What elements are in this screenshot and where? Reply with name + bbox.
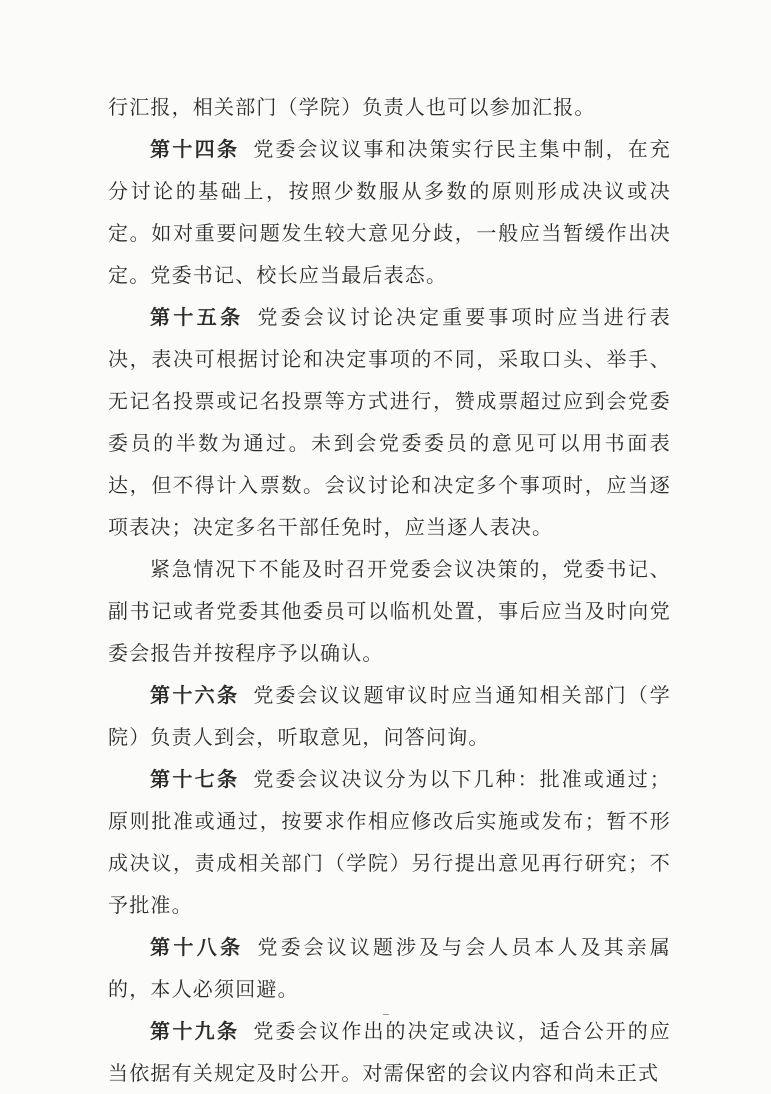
article-15 bbox=[108, 296, 671, 548]
paragraph-text: 党委会议议题审议时应当通知相关部门（学院）负责人到会，听取意见，问答问询。 bbox=[108, 683, 671, 749]
emergency-paragraph bbox=[108, 548, 671, 674]
article-17 bbox=[108, 758, 671, 926]
article-heading: 第十八条 bbox=[150, 935, 244, 959]
article-heading: 第十五条 bbox=[150, 305, 244, 329]
article-heading: 第十四条 bbox=[150, 137, 240, 161]
paragraph-text: 党委会议讨论决定重要事项时应当进行表决，表决可根据讨论和决定事项的不同，采取口头、举手、无记名投票或记名投票等方式进行，赞成票超过应到会党委委员的半数为通过。未到会党委委员的意见可以用书面表达，但不得计入票数。会议讨论和决定多个事项时，应当逐项表决；决定多名干部任免时，应当逐人表决。 bbox=[108, 305, 672, 539]
paragraph-text: 党委会议议事和决策实行民主集中制，在充分讨论的基础上，按照少数服从多数的原则形成决议或决定。如对重要问题发生较大意见分歧，一般应当暂缓作出决定。党委书记、校长应当最后表态。 bbox=[108, 137, 671, 287]
article-18 bbox=[108, 926, 671, 1010]
paragraph-text: 党委会议议题涉及与会人员本人及其亲属的，本人必须回避。 bbox=[108, 935, 672, 1001]
paragraph-text: 行汇报，相关部门（学院）负责人也可以参加汇报。 bbox=[108, 95, 596, 119]
article-16 bbox=[108, 674, 671, 758]
paragraph-text: 党委会议决议分为以下几种：批准或通过；原则批准或通过，按要求作相应修改后实施或发布；暂不形成决议，责成相关部门（学院）另行提出意见再行研究；不予批准。 bbox=[108, 767, 671, 917]
article-heading: 第十九条 bbox=[150, 1019, 240, 1043]
article-heading: 第十七条 bbox=[150, 767, 240, 791]
article-heading: 第十六条 bbox=[150, 683, 240, 707]
article-14 bbox=[108, 128, 671, 296]
paragraph-text: 紧急情况下不能及时召开党委会议决策的，党委书记、副书记或者党委其他委员可以临机处置，事后应当及时向党委会报告并按程序予以确认。 bbox=[108, 557, 671, 665]
paragraph-continuation bbox=[108, 86, 671, 128]
page-mark bbox=[383, 1014, 389, 1019]
paragraph-text: 党委会议作出的决定或决议，适合公开的应当依据有关规定及时公开。对需保密的会议内容和尚未正式 bbox=[108, 1019, 671, 1085]
